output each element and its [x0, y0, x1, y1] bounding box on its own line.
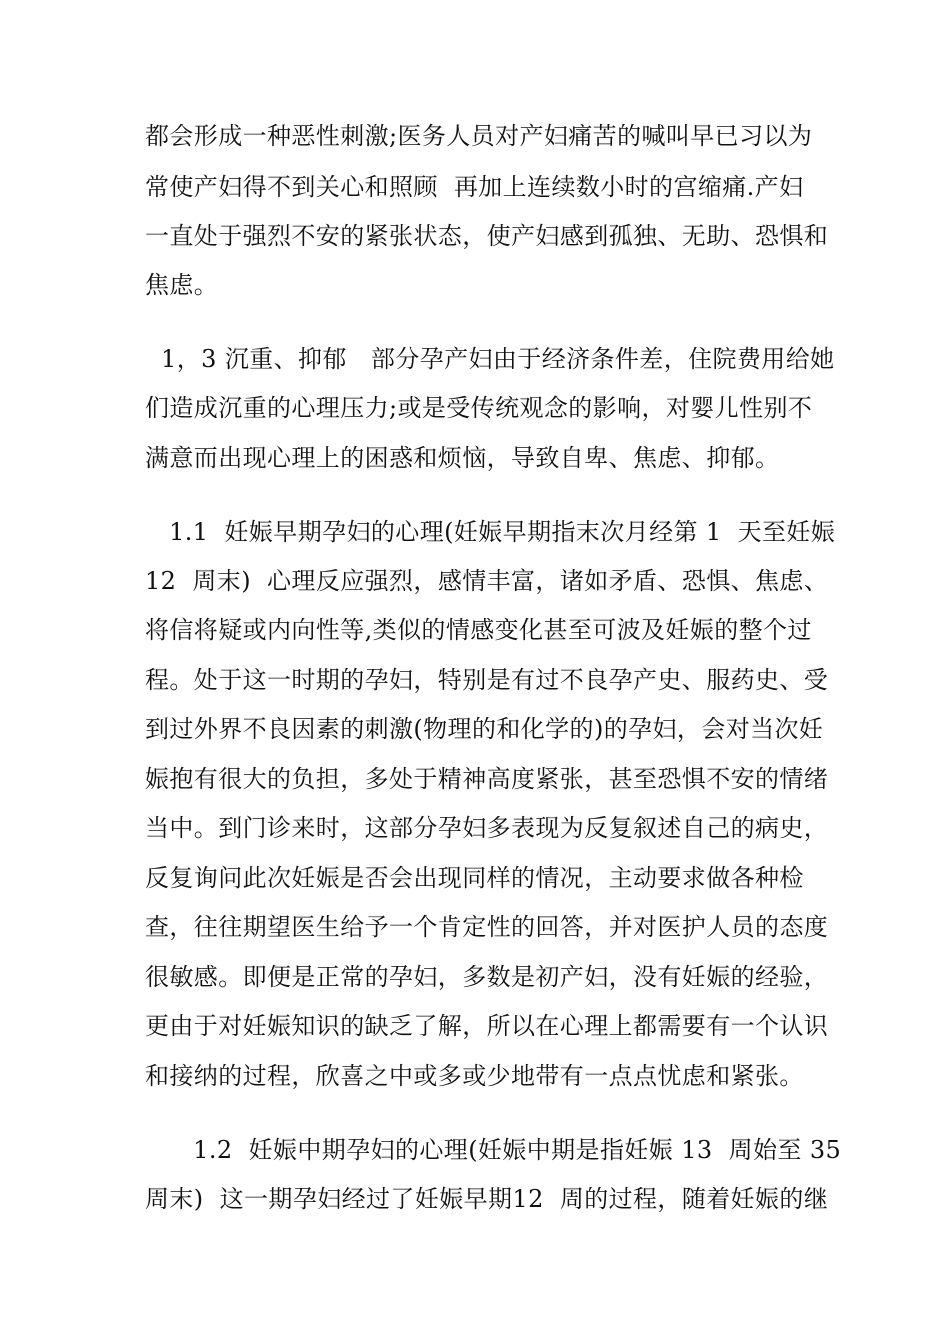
text-line: 将信将疑或内向性等,类似的情感变化甚至可波及妊娠的整个过 — [145, 616, 812, 644]
text-line: 很敏感。即便是正常的孕妇，多数是初产妇，没有妊娠的经验， — [145, 963, 829, 991]
text-line: 1.2 妊娠中期孕妇的心理(妊娠中期是指妊娠 13 周始至 35 — [145, 1136, 842, 1164]
text-line: 查，往往期望医生给予一个肯定性的回答，并对医护人员的态度 — [145, 913, 829, 941]
text-line: 周末) 这一期孕妇经过了妊娠早期12 周的过程，随着妊娠的继 — [145, 1185, 829, 1213]
text-line: 1，3 沉重、抑郁 部分孕产妇由于经济条件差，住院费用给她 — [145, 345, 835, 373]
text-line: 更由于对妊娠知识的缺乏了解，所以在心理上都需要有一个认识 — [145, 1012, 829, 1040]
text-line: 娠抱有很大的负担，多处于精神高度紧张，甚至恐惧不安的情绪 — [145, 765, 829, 793]
text-line: 一直处于强烈不安的紧张状态，使产妇感到孤独、无助、恐惧和 — [145, 222, 829, 250]
text-line: 焦虑。 — [145, 271, 219, 299]
text-line: 程。处于这一时期的孕妇，特别是有过不良孕产史、服药史、受 — [145, 666, 829, 694]
text-line: 反复询问此次妊娠是否会出现同样的情况，主动要求做各种检 — [145, 864, 804, 892]
text-line: 到过外界不良因素的刺激(物理的和化学的)的孕妇，会对当次妊 — [145, 715, 824, 743]
text-line: 当中。到门诊来时，这部分孕妇多表现为反复叙述自己的病史， — [145, 814, 829, 842]
text-line: 们造成沉重的心理压力;或是受传统观念的影响，对婴儿性别不 — [145, 394, 813, 422]
text-line: 满意而出现心理上的困惑和烦恼，导致自卑、焦虑、抑郁。 — [145, 444, 780, 472]
text-line: 和接纳的过程，欣喜之中或多或少地带有一点点忧虑和紧张。 — [145, 1062, 804, 1090]
text-line: 常使产妇得不到关心和照顾 再加上连续数小时的宫缩痛.产妇 — [145, 173, 804, 201]
text-line: 都会形成一种恶性刺激;医务人员对产妇痛苦的喊叫早已习以为 — [145, 122, 813, 150]
text-line: 1.1 妊娠早期孕妇的心理(妊娠早期指末次月经第 1 天至妊娠 — [145, 518, 836, 546]
text-line: 12 周末) 心理反应强烈，感情丰富，诸如矛盾、恐惧、焦虑、 — [145, 567, 829, 595]
